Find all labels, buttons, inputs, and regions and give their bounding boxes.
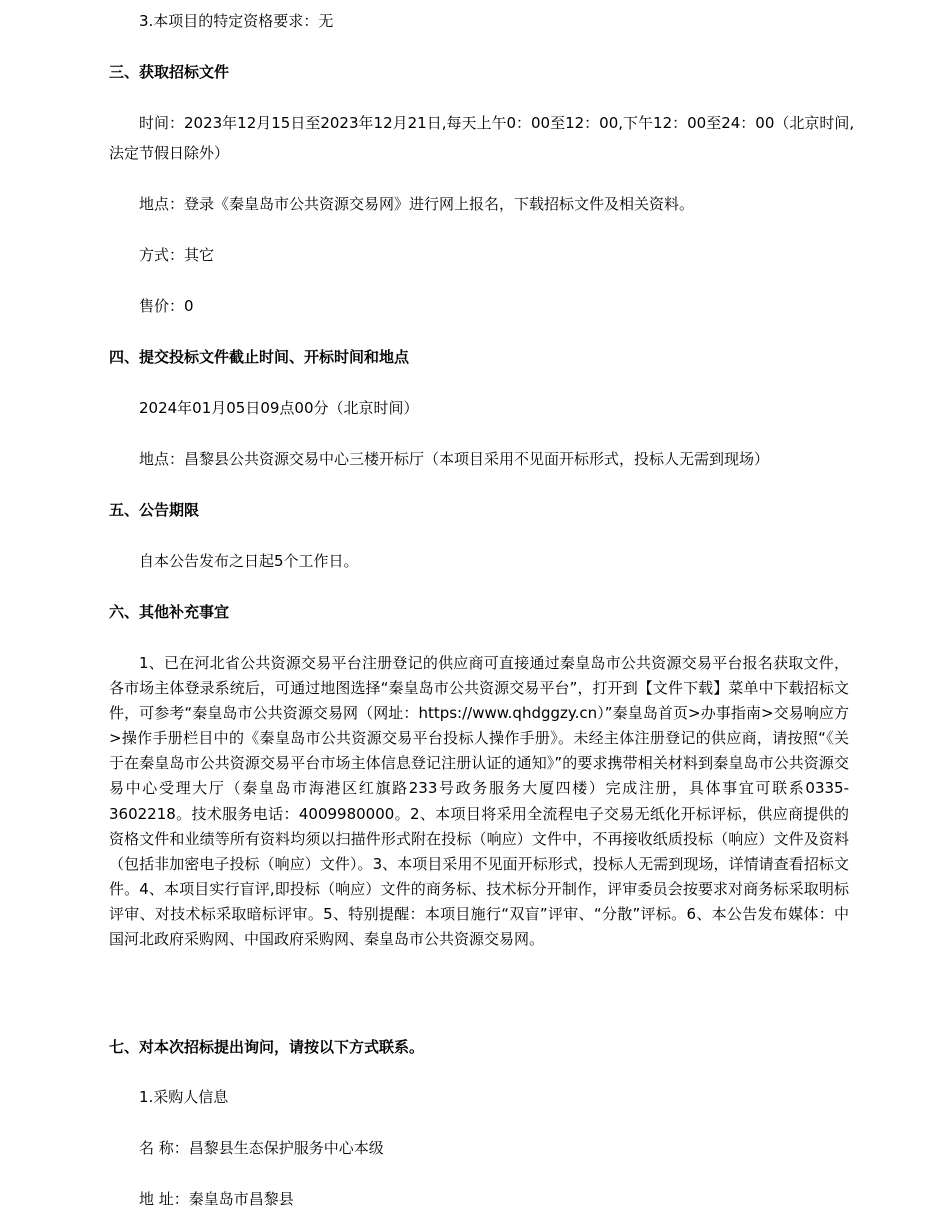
- obtain-time-line2: 法定节假日除外）: [109, 144, 230, 162]
- section-7-heading: 七、对本次招标提出询问，请按以下方式联系。: [109, 1038, 425, 1056]
- obtain-time-line1: 时间：2023年12月15日至2023年12月21日,每天上午0：00至12：00,下午12：00至24：00（北京时间,: [139, 114, 855, 132]
- supplementary-paragraph: 1、已在河北省公共资源交易平台注册登记的供应商可直接通过秦皇岛市公共资源交易平台报名获取文件，各市场主体登录系统后，可通过地图选择“秦皇岛市公共资源交易平台”，打开到【文件下载】菜单中下载招标文件，可参考“秦皇岛市公共资源交易网（网址：https://www.qhdggzy.cn）”秦皇岛首页>办事指南>交易响应方>操作手册栏目中的《秦皇岛市公共资源交易平台投标人操作手册》。未经主体注册登记的供应商，请按照“《关于在秦皇岛市公共资源交易平台市场主体信息登记注册认证的通知》”的要求携带相关材料到秦皇岛市公共资源交易中心受理大厅（秦皇岛市海港区红旗路233号政务服务大厦四楼）完成注册，具体事宜可联系0335-3602218。技术服务电话：4009980000。2、本项目将采用全流程电子交易无纸化开标评标，供应商提供的资格文件和业绩等所有资料均须以扫描件形式附在投标（响应）文件中，不再接收纸质投标（响应）文件及资料（包括非加密电子投标（响应）文件）。3、本项目采用不见面开标形式，投标人无需到现场，详情请查看招标文件。4、本项目实行盲评,即投标（响应）文件的商务标、技术标分开制作，评审委员会按要求对商务标采取明标评审、对技术标采取暗标评审。5、特别提醒：本项目施行“双盲”评审、“分散”评标。6、本公告发布媒体：中国河北政府采购网、中国政府采购网、秦皇岛市公共资源交易网。: [109, 654, 849, 949]
- obtain-method: 方式：其它: [139, 246, 215, 264]
- section-5-heading: 五、公告期限: [109, 501, 200, 519]
- buyer-address: 地 址：秦皇岛市昌黎县: [139, 1190, 294, 1208]
- bid-opening-place: 地点：昌黎县公共资源交易中心三楼开标厅（本项目采用不见面开标形式，投标人无需到现场）: [139, 450, 770, 468]
- section-6-heading: 六、其他补充事宜: [109, 603, 230, 621]
- section-4-heading: 四、提交投标文件截止时间、开标时间和地点: [109, 348, 410, 366]
- bid-deadline: 2024年01月05日09点00分（北京时间）: [139, 399, 419, 417]
- buyer-name: 名 称：昌黎县生态保护服务中心本级: [139, 1139, 384, 1157]
- section-3-heading: 三、获取招标文件: [109, 63, 230, 81]
- announcement-period: 自本公告发布之日起5个工作日。: [139, 552, 359, 570]
- qualification-requirement-3: 3.本项目的特定资格要求：无: [139, 12, 334, 30]
- buyer-info-title: 1.采购人信息: [139, 1088, 229, 1106]
- obtain-price: 售价：0: [139, 297, 194, 315]
- obtain-place: 地点：登录《秦皇岛市公共资源交易网》进行网上报名，下载招标文件及相关资料。: [139, 195, 695, 213]
